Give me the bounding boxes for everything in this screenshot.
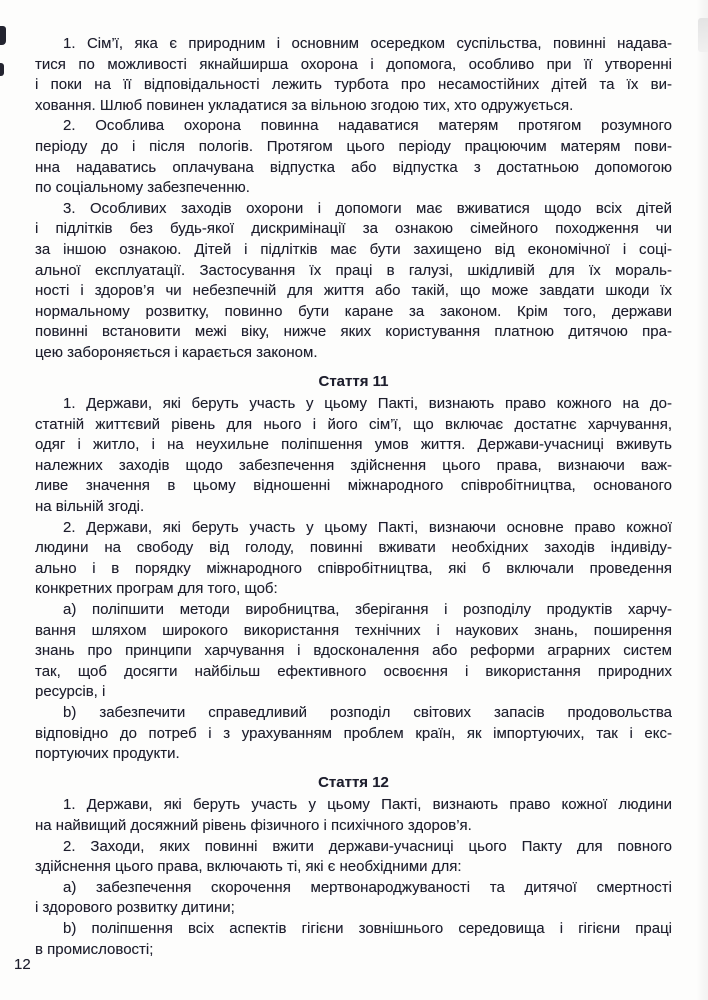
text-line: за іншою ознакою. Дітей і підлітків має бути захищено від економічної і соці-: [35, 240, 672, 258]
text-line: 1. Сім’ї, яка є природним і основним осередком суспільства, повинні надава-: [63, 35, 672, 52]
text-line: 1. Держави, які беруть участь у цьому Пакті, визнають право кожної людини: [63, 796, 672, 814]
text-line: портуючих продукти.: [35, 745, 180, 763]
text-line: цею забороняється і карається законом.: [35, 343, 318, 361]
text-line: на найвищий досяжний рівень фізичного і психічного здоров’я.: [35, 816, 472, 834]
text-line: 2. Особлива охорона повинна надаватися матерям протягом розумного: [63, 117, 672, 135]
text-line: вання шляхом широкого використання технічних і наукових знань, поширення: [35, 621, 672, 639]
text-line: нормальному розвитку, повинно бути каране за законом. Крім того, держави: [35, 302, 672, 320]
text-line: здійснення цього права, включають ті, які є необхідними для:: [35, 858, 462, 876]
page-edge-shadow: [696, 0, 708, 1000]
text-line: ресурсів, і: [35, 683, 106, 701]
text-line: ності і здоров’я чи небезпечній для життя або такій, що може завдати шкоди їх: [35, 282, 672, 300]
text-line: 2. Держави, які беруть участь у цьому Пакті, визнаючи основне право кожної: [63, 518, 672, 536]
text-line: так, щоб досягти найбільш ефективного освоєння і використання природних: [35, 662, 672, 680]
text-line: ливе значення в цьому відношенні міжнародного співробітництва, основаного: [35, 477, 672, 495]
document-body: [35, 34, 672, 960]
text-line: а) поліпшити методи виробництва, зберігання і розподілу продуктів харчу-: [63, 601, 672, 619]
text-line: і підлітків без будь-якої дискримінації за ознакою сімейного походження чи: [35, 220, 672, 238]
text-line: ховання. Шлюб повинен укладатися за вільною згодою тих, хто одружується.: [35, 96, 574, 114]
text-line: 1. Держави, які беруть участь у цьому Пакті, визнають право кожного на до-: [63, 395, 672, 413]
text-line: нна надаватись оплачувана відпустка або відпустка з достатньою допомогою: [35, 158, 672, 176]
scan-artifact: [0, 63, 4, 76]
article-heading: Стаття 11: [318, 372, 389, 390]
text-line: в промисловості;: [35, 940, 154, 958]
scan-artifact: [0, 26, 6, 45]
text-line: ально і в порядку міжнародного співробітництва, які б включали проведення: [35, 559, 672, 577]
text-line: b) поліпшення всіх аспектів гігієни зовнішнього середовища і гігієни праці: [63, 919, 672, 937]
text-line: b) забезпечити справедливий розподіл світових запасів продовольства: [63, 704, 672, 721]
text-line: 2. Заходи, яких повинні вжити держави-учасниці цього Пакту для повного: [63, 837, 672, 855]
text-line: на вільній згоді.: [35, 498, 145, 516]
article-heading: Стаття 12: [318, 773, 389, 791]
text-line: а) забезпечення скорочення мертвонароджуваності та дитячої смертності: [63, 878, 672, 896]
text-line: по соціальному забезпеченню.: [35, 179, 250, 197]
text-line: відповідно до потреб і з урахуванням проблем країн, як імпортуючих, так і екс-: [35, 724, 672, 742]
text-line: знань про принципи харчування і вдосконалення або реформи аграрних систем: [35, 642, 672, 660]
text-line: конкретних програм для того, щоб:: [35, 580, 278, 598]
text-line: людини на свободу від голоду, повинні вживати необхідних заходів індивіду-: [35, 539, 672, 557]
text-line: тися по можливості якнайширша охорона і допомога, особливо при її утворенні: [35, 55, 672, 73]
text-line: належних заходів щодо забезпечення здійснення цього права, визнаючи важ-: [35, 456, 672, 474]
text-line: статній життєвий рівень для нього і його сім’ї, що включає достатнє харчування,: [35, 415, 672, 433]
scan-artifact: [698, 18, 708, 52]
text-line: періоду до і після пологів. Протягом цього періоду працюючим матерям пови-: [35, 137, 672, 155]
text-line: повинні встановити межі віку, нижче яких користування платною дитячою пра-: [35, 323, 672, 341]
text-line: і здорового розвитку дитини;: [35, 899, 235, 917]
text-line: і поки на її відповідальності лежить турбота про несамостійних дітей та їх ви-: [35, 76, 672, 94]
text-line: альної експлуатації. Застосування їх праці в галузі, шкідливій для їх мораль-: [35, 261, 672, 279]
text-line: 3. Особливих заходів охорони і допомоги має вживатися щодо всіх дітей: [63, 199, 672, 217]
text-line: одяг і житло, і на неухильне поліпшення умов життя. Держави-учасниці вживуть: [35, 436, 672, 454]
page-number: 12: [14, 956, 31, 973]
